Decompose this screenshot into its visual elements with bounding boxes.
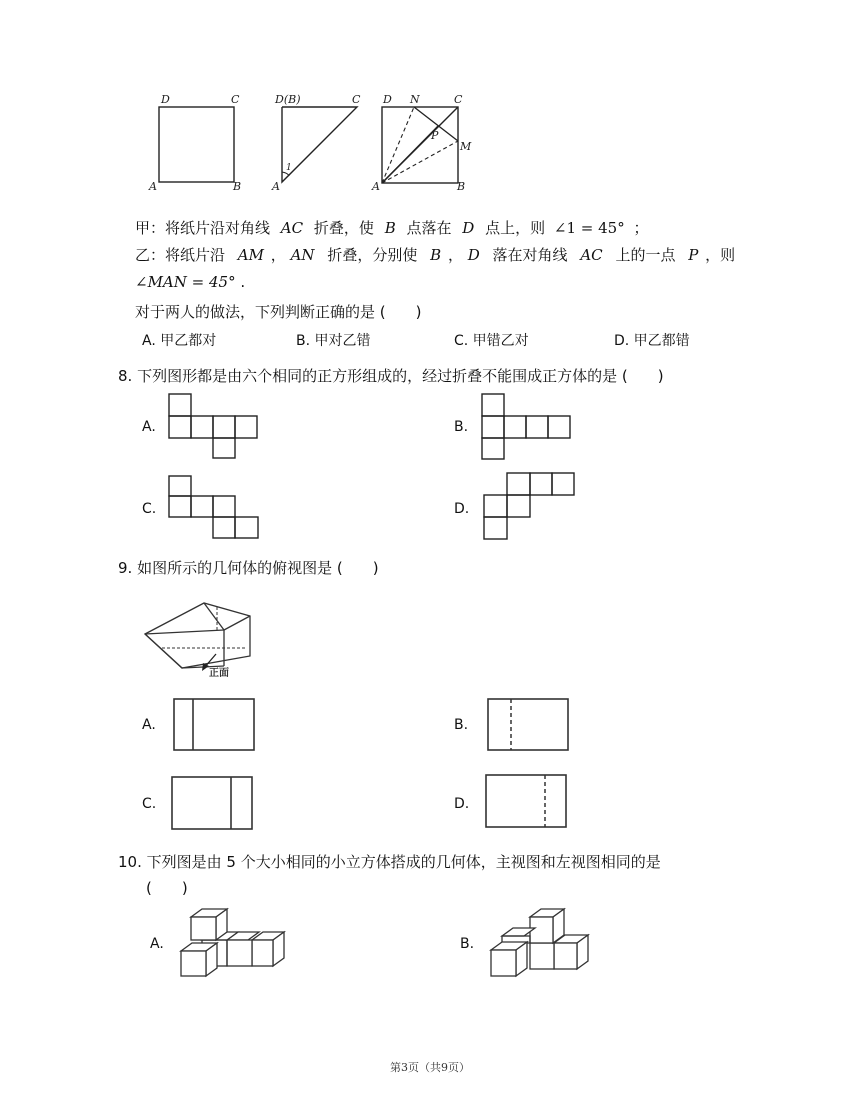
q7-yi-line [135, 245, 735, 265]
label-c: C [352, 93, 361, 106]
text: 折叠，使 [313, 219, 374, 237]
math-angle-man: ∠MAN = 45° [135, 273, 236, 291]
math-d: D [462, 219, 475, 237]
q8-net-d [483, 472, 577, 542]
q9-label-a: A. [142, 717, 156, 733]
math-an: AN [290, 246, 315, 264]
q8-net-a [168, 393, 260, 459]
q7-option-c: C. 甲错乙对 [454, 333, 529, 349]
math-p: P [688, 246, 699, 264]
q9-option-a-view [173, 698, 257, 752]
page-footer: 第3页（共9页） [390, 1061, 470, 1074]
q9-solid-figure [142, 596, 254, 678]
math-d: D [467, 246, 480, 264]
label-a: A [149, 180, 157, 193]
text: 点落在 [406, 219, 452, 237]
q7-question: 对于两人的做法，下列判断正确的是 ( ) [135, 303, 422, 321]
angle-1-label: 1 [286, 163, 292, 173]
front-label: 正面 [209, 668, 229, 679]
math-am: AM [237, 246, 264, 264]
text: . [240, 273, 246, 291]
q8-label-d: D. [454, 501, 470, 517]
q9-label-b: B. [454, 717, 469, 733]
math-b: B [430, 246, 442, 264]
text: 甲：将纸片沿对角线 [135, 219, 271, 237]
text: ， [447, 246, 463, 264]
q9-option-b-view [487, 698, 571, 752]
text: 上的一点 [615, 246, 676, 264]
q9-label-c: C. [142, 796, 157, 812]
math-b: B [384, 219, 396, 237]
text: ， [270, 246, 286, 264]
q7-option-b: B. 甲对乙错 [296, 333, 371, 349]
label-c: C [231, 93, 240, 106]
text: ，则 [705, 246, 736, 264]
q7-yi-line-2 [135, 272, 245, 292]
q8-label-a: A. [142, 419, 156, 435]
label-n: N [410, 93, 420, 106]
math-ac: AC [580, 246, 603, 264]
text: 折叠，分别使 [327, 246, 418, 264]
q9-label-d: D. [454, 796, 470, 812]
q8-net-c [168, 475, 262, 541]
q10-label-b: B. [460, 936, 475, 952]
label-a: A [272, 180, 280, 193]
q10-option-b-cubes [490, 906, 596, 978]
fig7-square-3 [370, 90, 480, 196]
q8-label-b: B. [454, 419, 469, 435]
q10-question: 10. 下列图是由 5 个大小相同的小立方体搭成的几何体，主视图和左视图相同的是 [118, 853, 661, 871]
q10-option-a-cubes [180, 906, 286, 978]
q10-label-a: A. [150, 936, 164, 952]
label-a: A [372, 180, 380, 193]
math-ac: AC [280, 219, 304, 237]
q10-paren: ( ) [146, 879, 188, 897]
q7-jia-line [135, 218, 649, 238]
label-m: M [460, 140, 472, 153]
q8-net-b [481, 393, 573, 461]
label-d: D [383, 93, 392, 106]
q7-option-d: D. 甲乙都错 [614, 333, 690, 349]
math-angle1: ∠1 = 45° [553, 219, 625, 237]
text: 点上，则 [485, 219, 546, 237]
q8-label-c: C. [142, 501, 157, 517]
label-c: C [454, 93, 463, 106]
label-b: B [233, 180, 242, 193]
q7-option-a: A. 甲乙都对 [142, 333, 217, 349]
label-p: P [431, 129, 439, 142]
text: 落在对角线 [492, 246, 568, 264]
label-db: D(B) [275, 93, 301, 106]
q9-option-c-view [171, 776, 255, 832]
text: ； [633, 219, 649, 237]
q9-question: 9. 如图所示的几何体的俯视图是 ( ) [118, 559, 379, 577]
fig7-square-1 [145, 90, 255, 196]
q8-question: 8. 下列图形都是由六个相同的正方形组成的，经过折叠不能围成正方体的是 ( ) [118, 367, 664, 385]
q9-option-d-view [485, 774, 569, 830]
label-b: B [457, 180, 466, 193]
fig7-folded-triangle [270, 90, 380, 196]
label-d: D [161, 93, 170, 106]
text: 乙：将纸片沿 [135, 246, 226, 264]
